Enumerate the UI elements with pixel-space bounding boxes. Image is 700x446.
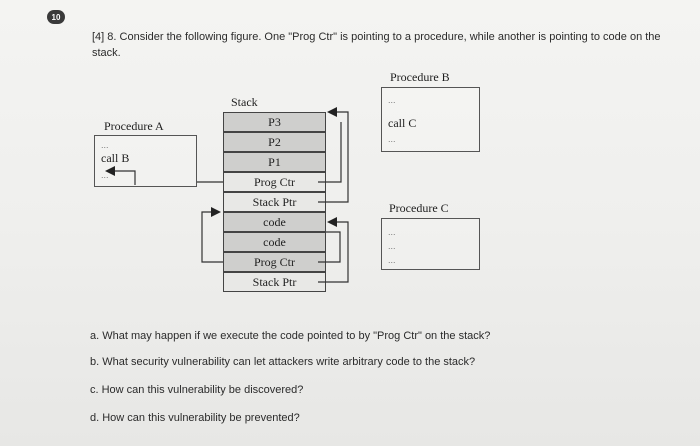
procedure-a-title: Procedure A: [104, 119, 164, 133]
subquestion-c: c. How can this vulnerability be discovered?: [90, 384, 304, 396]
stack-cell-stack-ptr-2: Stack Ptr: [223, 272, 326, 292]
stack-cell-p1: P1: [223, 152, 326, 172]
procedure-b-ellipsis-top: ...: [388, 95, 396, 105]
procedure-a-ellipsis-bottom: ...: [101, 170, 109, 180]
procedure-c-ellipsis-2: ...: [388, 241, 396, 251]
procedure-c-title: Procedure C: [389, 201, 449, 215]
stack-cell-prog-ctr-1: Prog Ctr: [223, 172, 326, 192]
question-text: [4] 8. Consider the following figure. One "Prog Ctr" is pointing to a procedure, while another is pointing to code on the stack.: [92, 31, 661, 59]
stack-cell-p2: P2: [223, 132, 326, 152]
p3-arrowhead: [327, 107, 337, 117]
subquestion-a: a. What may happen if we execute the code pointed to by "Prog Ctr" on the stack?: [90, 330, 491, 342]
stack-cell-code-2: code: [223, 232, 326, 252]
left-bracket-line: [202, 212, 223, 262]
stack-ptr-to-p3-line: [318, 112, 348, 202]
procedure-a-call: call B: [101, 151, 130, 165]
procedure-c-ellipsis-1: ...: [388, 227, 396, 237]
stack-ptr-to-code-line: [318, 222, 348, 282]
prog-ctr-line: [318, 122, 341, 182]
stack-cell-prog-ctr-2: Prog Ctr: [223, 252, 326, 272]
procedure-b-title: Procedure B: [390, 70, 450, 84]
code-arrowhead: [327, 217, 337, 227]
procedure-c-ellipsis-3: ...: [388, 255, 396, 265]
procedure-b-call: call C: [388, 116, 417, 130]
stack-cell-code-1: code: [223, 212, 326, 232]
call-b-arrow-line: [112, 171, 135, 185]
stack-cell-stack-ptr-1: Stack Ptr: [223, 192, 326, 212]
subquestion-d: d. How can this vulnerability be prevented?: [90, 412, 300, 424]
stack-cell-p3: P3: [223, 112, 326, 132]
question-number-badge: 10: [47, 10, 65, 24]
subquestion-b: b. What security vulnerability can let attackers write arbitrary code to the stack?: [90, 356, 476, 368]
stack-title: Stack: [231, 95, 258, 109]
left-bracket-arrowhead: [211, 207, 221, 217]
procedure-b-ellipsis-bottom: ...: [388, 134, 396, 144]
procedure-a-ellipsis-top: ...: [101, 140, 109, 150]
prog-ctr2-bracket: [318, 232, 340, 262]
call-b-arrowhead: [105, 166, 115, 176]
